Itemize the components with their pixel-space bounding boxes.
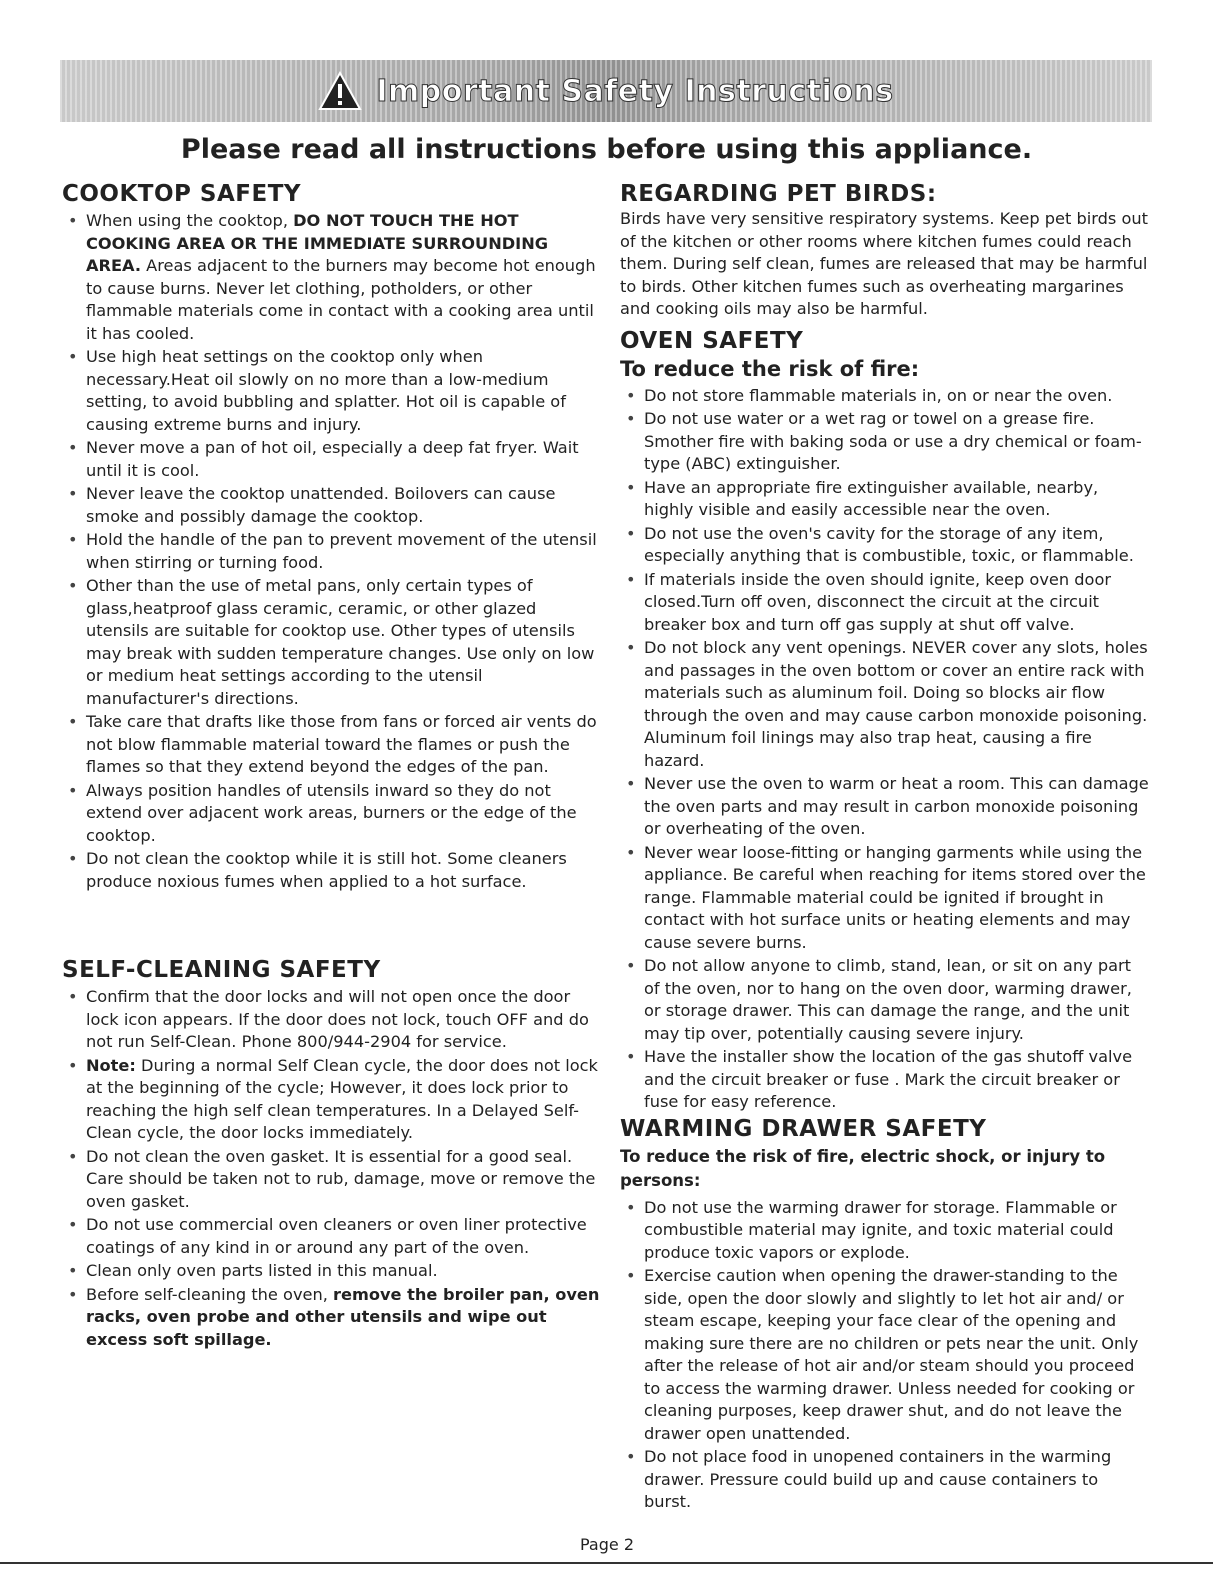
self-cleaning-safety-heading: SELF-CLEANING SAFETY [62, 957, 381, 983]
oven-fire-subheading: To reduce the risk of fire: [620, 356, 920, 381]
list-item: • Do not use water or a wet rag or towel on a grease fire. Smother fire with baking soda or use a dry chemical or foam-type (ABC) extinguisher. [620, 408, 1150, 476]
pet-birds-heading: REGARDING PET BIRDS: [620, 181, 937, 207]
page-subtitle: Please read all instructions before using this appliance. [180, 134, 1033, 165]
list-item: • Never move a pan of hot oil, especially a deep fat fryer. Wait until it is cool. [62, 437, 600, 482]
list-item: • Always position handles of utensils inward so they do not extend over adjacent work areas, burners or the edge of the cooktop. [62, 780, 600, 848]
right-column [620, 180, 1150, 1515]
warming-drawer-list [620, 1197, 1150, 1514]
list-item: • Do not block any vent openings. NEVER cover any slots, holes and passages in the oven bottom or cover an entire rack with materials such as aluminum foil. Doing so blocks air flow through the oven and may cause carbon monoxide poisoning. Aluminum foil linings may also trap heat, causing a fire hazard. [620, 637, 1150, 772]
list-item: • Clean only oven parts listed in this manual. [62, 1260, 600, 1283]
warming-drawer-subheading: To reduce the risk of fire, electric shock, or injury to persons: [620, 1146, 1106, 1190]
list-item: • Never use the oven to warm or heat a room. This can damage the oven parts and may result in carbon monoxide poisoning or overheating of the oven. [620, 773, 1150, 841]
list-item: • Use high heat settings on the cooktop only when necessary.Heat oil slowly on no more than a low-medium setting, to avoid bubbling and splatter. Hot oil is capable of causing extreme burns and injury. [62, 346, 600, 436]
cooktop-safety-heading: COOKTOP SAFETY [62, 181, 302, 207]
list-item: • Do not clean the cooktop while it is still hot. Some cleaners produce noxious fumes when applied to a hot surface. [62, 848, 600, 893]
banner-title: Important Safety Instructions [376, 73, 894, 109]
list-item: • When using the cooktop, DO NOT TOUCH THE HOT COOKING AREA OR THE IMMEDIATE SURROUNDING AREA. Areas adjacent to the burners may become hot enough to cause burns. Never let clothing, potholders, or other flammable materials come in contact with a cooking area until it has cooled. [62, 210, 600, 345]
oven-safety-heading: OVEN SAFETY [620, 327, 804, 354]
oven-safety-list [620, 385, 1150, 1114]
footer-divider [0, 1562, 1213, 1564]
list-item: • Do not use the oven's cavity for the storage of any item, especially anything that is combustible, toxic, or flammable. [620, 523, 1150, 568]
list-item: • Do not use commercial oven cleaners or oven liner protective coatings of any kind in or around any part of the oven. [62, 1214, 600, 1259]
list-item: • Confirm that the door locks and will not open once the door lock icon appears. If the door does not lock, touch OFF and do not run Self-Clean. Phone 800/944-2904 for service. [62, 986, 600, 1054]
warning-triangle-icon [318, 71, 362, 111]
list-item: • Before self-cleaning the oven, remove the broiler pan, oven racks, oven probe and other utensils and wipe out excess soft spillage. [62, 1284, 600, 1352]
list-item: • Take care that drafts like those from fans or forced air vents do not blow flammable material toward the flames or push the flames so that they extend beyond the edges of the pan. [62, 711, 600, 779]
list-item: • Exercise caution when opening the drawer-standing to the side, open the door slowly and slightly to let hot air and/ or steam escape, keeping your face clear of the opening and making sure there are no children or pets near the unit. Only after the release of hot air and/or steam should you proceed to access the warming drawer. Unless needed for cooking or cleaning purposes, keep drawer shut, and do not leave the drawer open unattended. [620, 1265, 1150, 1445]
page-number: Page 2 [580, 1535, 634, 1554]
self-cleaning-safety-list [62, 986, 600, 1351]
warming-drawer-safety-heading: WARMING DRAWER SAFETY [620, 1115, 987, 1142]
list-item: • Never wear loose-fitting or hanging garments while using the appliance. Be careful when reaching for items stored over the range. Flammable material could be ignited if brought in contact with hot surface units or heating elements and may cause severe burns. [620, 842, 1150, 955]
list-item: • Other than the use of metal pans, only certain types of glass,heatproof glass ceramic, ceramic, or other glazed utensils are suitable for cooktop use. Other types of utensils may break with sudden temperature changes. Use only on low or medium heat settings according to the utensil manufacturer's directions. [62, 575, 600, 710]
list-item: • Never leave the cooktop unattended. Boilovers can cause smoke and possibly damage the cooktop. [62, 483, 600, 528]
list-item: • If materials inside the oven should ignite, keep oven door closed.Turn off oven, disconnect the circuit at the circuit breaker box and turn off gas supply at shut off valve. [620, 569, 1150, 637]
list-item: • Do not store flammable materials in, on or near the oven. [620, 385, 1150, 408]
list-item: • Do not allow anyone to climb, stand, lean, or sit on any part of the oven, nor to hang on the oven door, warming drawer, or storage drawer. This can damage the range, and the unit may tip over, potentially causing severe injury. [620, 955, 1150, 1045]
list-item: • Do not use the warming drawer for storage. Flammable or combustible material may ignite, and toxic material could produce toxic vapors or explode. [620, 1197, 1150, 1265]
left-column [62, 180, 600, 1352]
pet-birds-text: Birds have very sensitive respiratory systems. Keep pet birds out of the kitchen or other rooms where kitchen fumes could reach them. During self clean, fumes are released that may be harmful to birds. Other kitchen fumes such as overheating margarines and cooking oils may also be harmful. [620, 209, 1149, 318]
list-item: • Do not place food in unopened containers in the warming drawer. Pressure could build up and cause containers to burst. [620, 1446, 1150, 1514]
header-banner [60, 60, 1152, 122]
cooktop-safety-list [62, 210, 600, 893]
list-item: • Have an appropriate fire extinguisher available, nearby, highly visible and easily accessible near the oven. [620, 477, 1150, 522]
list-item: • Have the installer show the location of the gas shutoff valve and the circuit breaker or fuse . Mark the circuit breaker or fuse for easy reference. [620, 1046, 1150, 1114]
list-item: • Hold the handle of the pan to prevent movement of the utensil when stirring or turning food. [62, 529, 600, 574]
list-item: • Do not clean the oven gasket. It is essential for a good seal. Care should be taken not to rub, damage, move or remove the oven gasket. [62, 1146, 600, 1214]
list-item: • Note: During a normal Self Clean cycle, the door does not lock at the beginning of the cycle; However, it does lock prior to reaching the high self clean temperatures. In a Delayed Self- Clean cycle, the door locks immediately. [62, 1055, 600, 1145]
